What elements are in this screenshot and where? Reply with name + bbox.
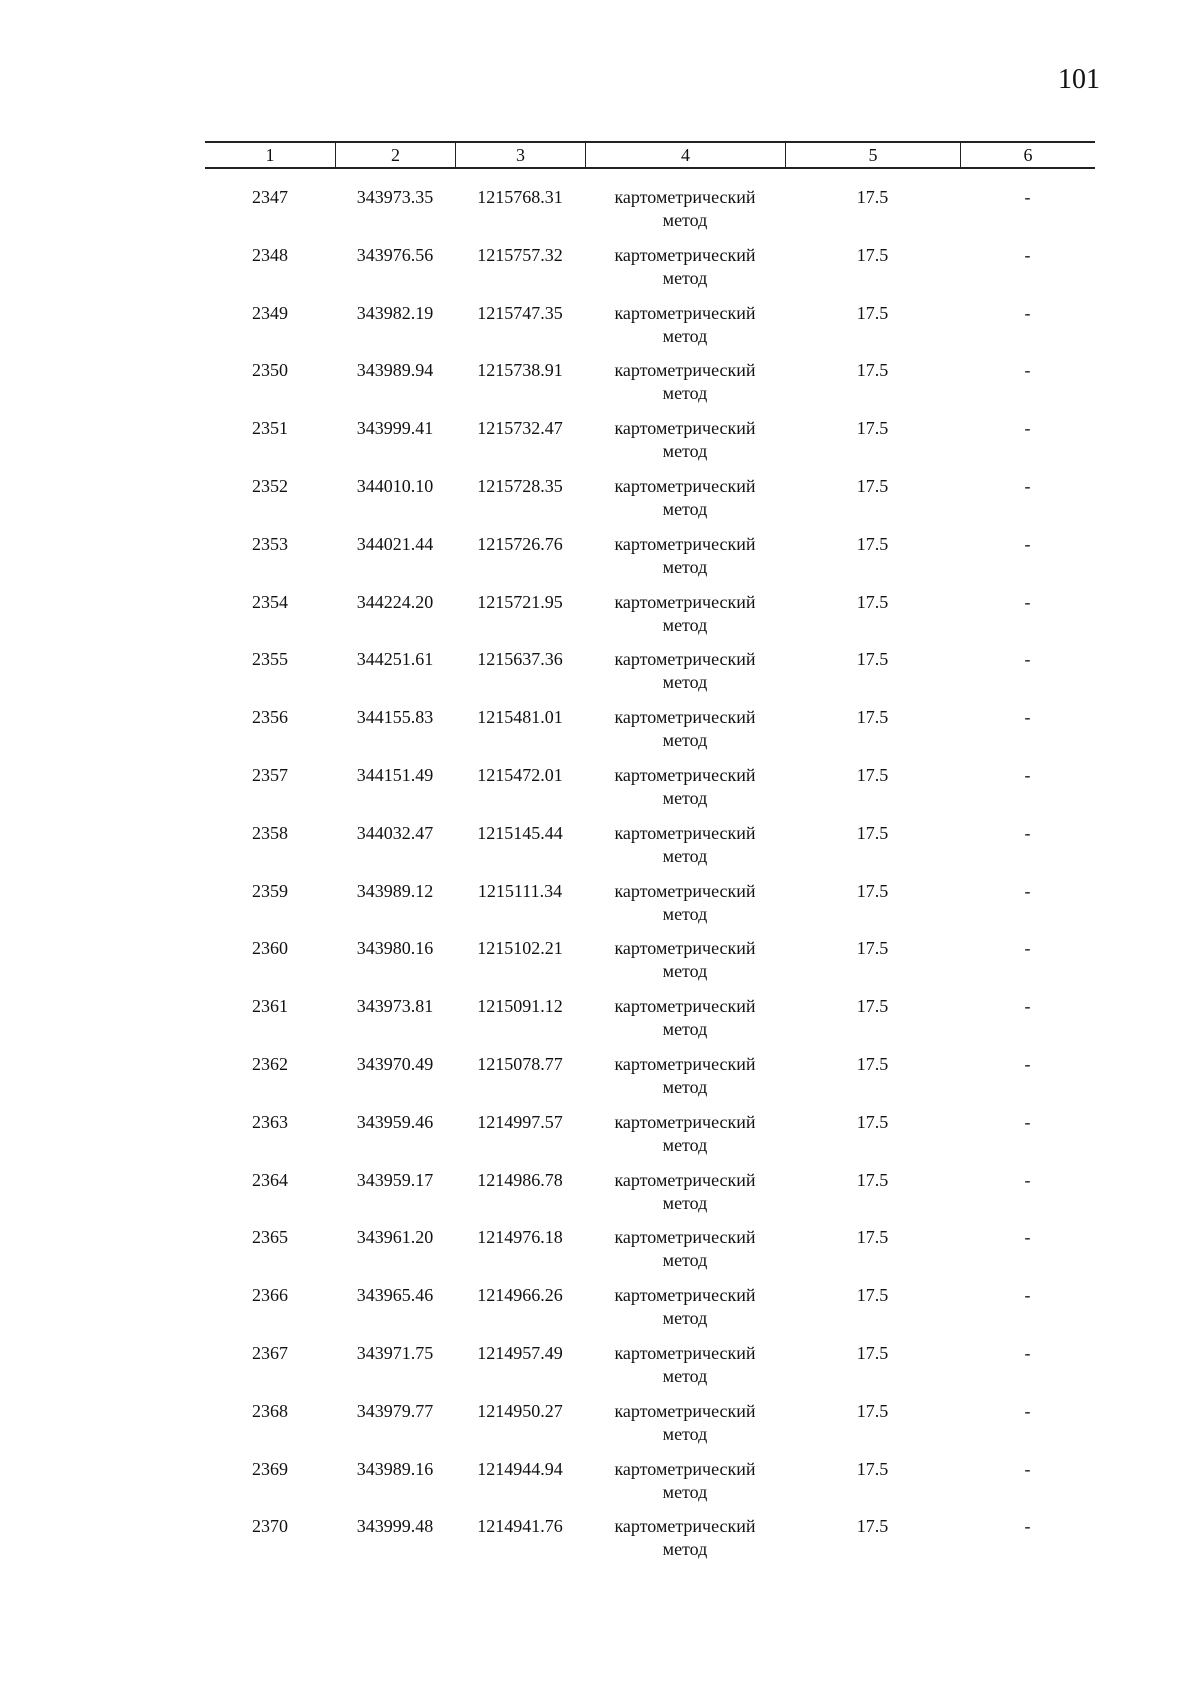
method-line-1: картометрический	[614, 1111, 756, 1132]
table-row	[205, 1111, 1095, 1169]
error-cell: 17.5	[856, 707, 889, 728]
column-header-5: 5	[785, 143, 960, 167]
table-row	[205, 764, 1095, 822]
table-row	[205, 359, 1095, 417]
note-cell: -	[1024, 880, 1031, 901]
error-cell: 17.5	[856, 1053, 889, 1074]
note-cell: -	[1024, 360, 1031, 381]
method-line-1: картометрический	[614, 1400, 756, 1421]
method-line-2: метод	[662, 1250, 708, 1271]
error-cell: 17.5	[856, 996, 889, 1017]
method-line-2: метод	[662, 1134, 708, 1155]
method-line-1: картометрический	[614, 938, 756, 959]
method-cell	[585, 880, 785, 926]
y-coordinate-cell: 1215145.44	[477, 822, 563, 843]
method-cell	[585, 1515, 785, 1561]
table-row	[205, 1284, 1095, 1342]
method-line-1: картометрический	[614, 302, 756, 323]
column-header-4: 4	[585, 143, 785, 167]
y-coordinate-cell: 1215738.91	[477, 360, 563, 381]
table-row	[205, 591, 1095, 649]
method-line-2: метод	[662, 845, 708, 866]
method-line-1: картометрический	[614, 418, 756, 439]
x-coordinate-cell: 343971.75	[356, 1342, 434, 1363]
method-line-1: картометрический	[614, 1169, 756, 1190]
method-cell	[585, 1458, 785, 1504]
point-number-cell: 2358	[252, 822, 288, 843]
x-coordinate-cell: 343961.20	[356, 1227, 434, 1248]
y-coordinate-cell: 1215757.32	[477, 244, 563, 265]
note-cell: -	[1024, 1458, 1031, 1479]
x-coordinate-cell: 343965.46	[356, 1285, 434, 1306]
method-line-2: метод	[662, 325, 708, 346]
point-number-cell: 2369	[252, 1458, 288, 1479]
page-number: 101	[1058, 64, 1100, 95]
table-row	[205, 880, 1095, 938]
table-row	[205, 533, 1095, 591]
error-cell: 17.5	[856, 244, 889, 265]
method-line-2: метод	[662, 556, 708, 577]
note-cell: -	[1024, 1342, 1031, 1363]
point-number-cell: 2370	[252, 1516, 288, 1537]
point-number-cell: 2352	[252, 475, 288, 496]
method-line-2: метод	[662, 787, 708, 808]
method-line-2: метод	[662, 672, 708, 693]
method-cell	[585, 1226, 785, 1272]
note-cell: -	[1024, 1400, 1031, 1421]
x-coordinate-cell: 344251.61	[356, 649, 434, 670]
method-line-2: метод	[662, 441, 708, 462]
method-line-1: картометрический	[614, 1516, 756, 1537]
y-coordinate-cell: 1215728.35	[477, 475, 563, 496]
x-coordinate-cell: 343979.77	[356, 1400, 434, 1421]
point-number-cell: 2347	[252, 187, 288, 207]
note-cell: -	[1024, 187, 1031, 207]
note-cell: -	[1024, 244, 1031, 265]
method-line-1: картометрический	[614, 244, 756, 265]
y-coordinate-cell: 1215078.77	[477, 1053, 563, 1074]
point-number-cell: 2359	[252, 880, 288, 901]
column-header-3: 3	[455, 143, 585, 167]
point-number-cell: 2362	[252, 1053, 288, 1074]
table-header	[205, 141, 1095, 169]
x-coordinate-cell: 343989.94	[356, 360, 434, 381]
y-coordinate-cell: 1214941.76	[477, 1516, 563, 1537]
error-cell: 17.5	[856, 1400, 889, 1421]
table-row	[205, 475, 1095, 533]
error-cell: 17.5	[856, 418, 889, 439]
method-line-2: метод	[662, 1365, 708, 1386]
error-cell: 17.5	[856, 302, 889, 323]
method-line-1: картометрический	[614, 1458, 756, 1479]
x-coordinate-cell: 344151.49	[356, 764, 434, 785]
x-coordinate-cell: 343989.16	[356, 1458, 434, 1479]
method-line-2: метод	[662, 730, 708, 751]
note-cell: -	[1024, 707, 1031, 728]
error-cell: 17.5	[856, 822, 889, 843]
point-number-cell: 2356	[252, 707, 288, 728]
method-line-1: картометрический	[614, 1053, 756, 1074]
method-cell	[585, 533, 785, 579]
method-cell	[585, 186, 785, 232]
y-coordinate-cell: 1215091.12	[477, 996, 563, 1017]
method-cell	[585, 1111, 785, 1157]
method-line-2: метод	[662, 614, 708, 635]
method-line-2: метод	[662, 1192, 708, 1213]
method-line-2: метод	[662, 267, 708, 288]
y-coordinate-cell: 1215726.76	[477, 533, 563, 554]
method-line-1: картометрический	[614, 649, 756, 670]
method-line-1: картометрический	[614, 707, 756, 728]
method-line-1: картометрический	[614, 822, 756, 843]
y-coordinate-cell: 1214944.94	[477, 1458, 563, 1479]
note-cell: -	[1024, 1516, 1031, 1537]
y-coordinate-cell: 1214966.26	[477, 1285, 563, 1306]
table-row	[205, 1458, 1095, 1516]
method-cell	[585, 706, 785, 752]
point-number-cell: 2360	[252, 938, 288, 959]
error-cell: 17.5	[856, 1169, 889, 1190]
table-row	[205, 648, 1095, 706]
point-number-cell: 2361	[252, 996, 288, 1017]
x-coordinate-cell: 343999.48	[356, 1516, 434, 1537]
method-line-1: картометрический	[614, 533, 756, 554]
table-row	[205, 186, 1095, 244]
table-body	[205, 186, 1095, 1573]
note-cell: -	[1024, 1169, 1031, 1190]
x-coordinate-cell: 344021.44	[356, 533, 434, 554]
error-cell: 17.5	[856, 533, 889, 554]
error-cell: 17.5	[856, 475, 889, 496]
y-coordinate-cell: 1215732.47	[477, 418, 563, 439]
note-cell: -	[1024, 418, 1031, 439]
column-header-6: 6	[960, 143, 1095, 167]
point-number-cell: 2357	[252, 764, 288, 785]
error-cell: 17.5	[856, 1342, 889, 1363]
table-row	[205, 417, 1095, 475]
x-coordinate-cell: 344010.10	[356, 475, 434, 496]
note-cell: -	[1024, 302, 1031, 323]
method-line-1: картометрический	[614, 880, 756, 901]
point-number-cell: 2366	[252, 1285, 288, 1306]
table-row	[205, 822, 1095, 880]
note-cell: -	[1024, 1285, 1031, 1306]
error-cell: 17.5	[856, 938, 889, 959]
method-cell	[585, 302, 785, 348]
method-line-1: картометрический	[614, 1342, 756, 1363]
note-cell: -	[1024, 822, 1031, 843]
method-cell	[585, 417, 785, 463]
point-number-cell: 2354	[252, 591, 288, 612]
method-line-2: метод	[662, 1423, 708, 1444]
error-cell: 17.5	[856, 360, 889, 381]
x-coordinate-cell: 343980.16	[356, 938, 434, 959]
error-cell: 17.5	[856, 1516, 889, 1537]
x-coordinate-cell: 344032.47	[356, 822, 434, 843]
method-cell	[585, 1342, 785, 1388]
method-line-1: картометрический	[614, 187, 756, 207]
method-line-2: метод	[662, 498, 708, 519]
error-cell: 17.5	[856, 1458, 889, 1479]
point-number-cell: 2355	[252, 649, 288, 670]
point-number-cell: 2353	[252, 533, 288, 554]
method-line-2: метод	[662, 383, 708, 404]
method-cell	[585, 591, 785, 637]
method-line-1: картометрический	[614, 360, 756, 381]
table-row	[205, 706, 1095, 764]
method-line-2: метод	[662, 1539, 708, 1560]
x-coordinate-cell: 343999.41	[356, 418, 434, 439]
table-row	[205, 302, 1095, 360]
point-number-cell: 2364	[252, 1169, 288, 1190]
method-line-2: метод	[662, 210, 708, 230]
method-cell	[585, 995, 785, 1041]
y-coordinate-cell: 1215472.01	[477, 764, 563, 785]
table-row	[205, 244, 1095, 302]
point-number-cell: 2351	[252, 418, 288, 439]
method-cell	[585, 359, 785, 405]
column-header-2: 2	[335, 143, 455, 167]
table-row	[205, 937, 1095, 995]
error-cell: 17.5	[856, 1111, 889, 1132]
x-coordinate-cell: 343959.46	[356, 1111, 434, 1132]
table-row	[205, 1515, 1095, 1573]
note-cell: -	[1024, 475, 1031, 496]
error-cell: 17.5	[856, 764, 889, 785]
method-cell	[585, 244, 785, 290]
method-cell	[585, 648, 785, 694]
error-cell: 17.5	[856, 187, 889, 207]
note-cell: -	[1024, 533, 1031, 554]
method-cell	[585, 937, 785, 983]
note-cell: -	[1024, 1053, 1031, 1074]
method-cell	[585, 822, 785, 868]
x-coordinate-cell: 343982.19	[356, 302, 434, 323]
method-cell	[585, 1169, 785, 1215]
table-row	[205, 1053, 1095, 1111]
method-line-2: метод	[662, 1481, 708, 1502]
table-row	[205, 995, 1095, 1053]
method-line-1: картометрический	[614, 591, 756, 612]
method-cell	[585, 1400, 785, 1446]
method-cell	[585, 764, 785, 810]
method-line-1: картометрический	[614, 1227, 756, 1248]
note-cell: -	[1024, 1111, 1031, 1132]
note-cell: -	[1024, 591, 1031, 612]
x-coordinate-cell: 343973.35	[356, 187, 434, 207]
x-coordinate-cell: 344155.83	[356, 707, 434, 728]
table-row	[205, 1400, 1095, 1458]
table-row	[205, 1226, 1095, 1284]
method-line-1: картометрический	[614, 764, 756, 785]
method-line-2: метод	[662, 1019, 708, 1040]
note-cell: -	[1024, 764, 1031, 785]
y-coordinate-cell: 1215721.95	[477, 591, 563, 612]
y-coordinate-cell: 1214976.18	[477, 1227, 563, 1248]
x-coordinate-cell: 343989.12	[356, 880, 434, 901]
method-line-2: метод	[662, 961, 708, 982]
method-line-1: картометрический	[614, 1285, 756, 1306]
point-number-cell: 2348	[252, 244, 288, 265]
error-cell: 17.5	[856, 591, 889, 612]
point-number-cell: 2350	[252, 360, 288, 381]
y-coordinate-cell: 1215102.21	[477, 938, 563, 959]
error-cell: 17.5	[856, 1227, 889, 1248]
point-number-cell: 2368	[252, 1400, 288, 1421]
method-cell	[585, 1284, 785, 1330]
y-coordinate-cell: 1215637.36	[477, 649, 563, 670]
y-coordinate-cell: 1215768.31	[477, 187, 563, 207]
error-cell: 17.5	[856, 880, 889, 901]
y-coordinate-cell: 1214950.27	[477, 1400, 563, 1421]
point-number-cell: 2367	[252, 1342, 288, 1363]
method-line-2: метод	[662, 903, 708, 924]
y-coordinate-cell: 1214957.49	[477, 1342, 563, 1363]
x-coordinate-cell: 343973.81	[356, 996, 434, 1017]
method-line-2: метод	[662, 1308, 708, 1329]
x-coordinate-cell: 343970.49	[356, 1053, 434, 1074]
note-cell: -	[1024, 996, 1031, 1017]
table-row	[205, 1342, 1095, 1400]
y-coordinate-cell: 1214997.57	[477, 1111, 563, 1132]
x-coordinate-cell: 343976.56	[356, 244, 434, 265]
y-coordinate-cell: 1215747.35	[477, 302, 563, 323]
method-line-1: картометрический	[614, 475, 756, 496]
method-line-2: метод	[662, 1076, 708, 1097]
x-coordinate-cell: 343959.17	[356, 1169, 434, 1190]
error-cell: 17.5	[856, 649, 889, 670]
error-cell: 17.5	[856, 1285, 889, 1306]
column-header-1: 1	[265, 145, 275, 165]
point-number-cell: 2363	[252, 1111, 288, 1132]
point-number-cell: 2365	[252, 1227, 288, 1248]
table-row	[205, 1169, 1095, 1227]
method-cell	[585, 475, 785, 521]
method-cell	[585, 1053, 785, 1099]
point-number-cell: 2349	[252, 302, 288, 323]
note-cell: -	[1024, 649, 1031, 670]
y-coordinate-cell: 1215111.34	[477, 880, 563, 901]
x-coordinate-cell: 344224.20	[356, 591, 434, 612]
y-coordinate-cell: 1214986.78	[477, 1169, 563, 1190]
note-cell: -	[1024, 938, 1031, 959]
note-cell: -	[1024, 1227, 1031, 1248]
y-coordinate-cell: 1215481.01	[477, 707, 563, 728]
method-line-1: картометрический	[614, 996, 756, 1017]
